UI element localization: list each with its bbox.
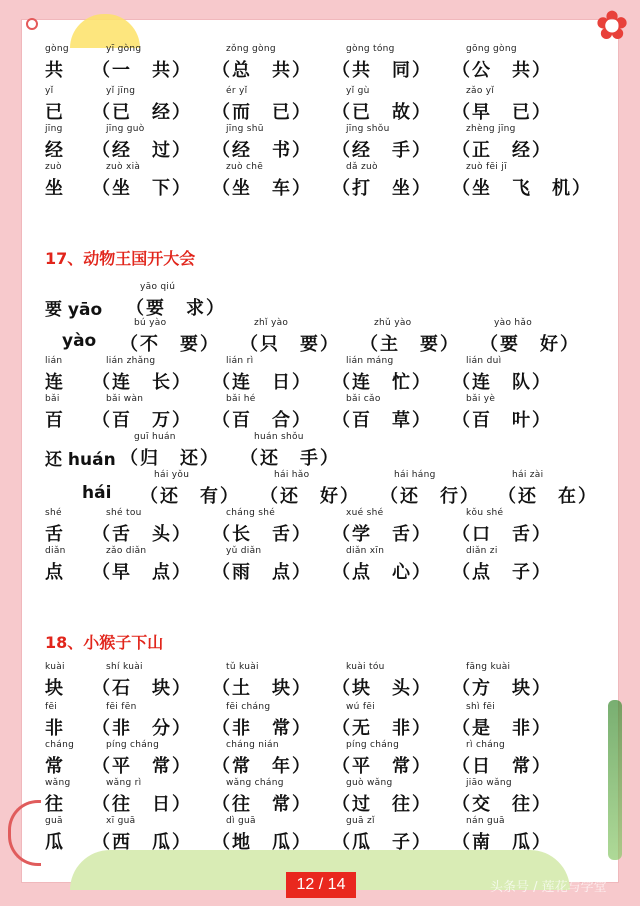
pinyin-text: yāo qiú xyxy=(140,282,176,292)
hanzi-text: （百 合） xyxy=(212,410,312,431)
pinyin-text: zhǔ yào xyxy=(374,318,412,328)
hanzi-text: （过 往） xyxy=(332,794,432,815)
hanzi-text: （往 日） xyxy=(92,794,192,815)
hanzi-text: 点 xyxy=(45,562,65,583)
hanzi-text: （平 常） xyxy=(92,756,192,777)
hanzi-text: （正 经） xyxy=(452,140,552,161)
hanzi-text: （往 常） xyxy=(212,794,312,815)
pinyin-text: zǎo diǎn xyxy=(106,546,147,556)
hanzi-text: 坐 xyxy=(45,178,65,199)
vocab-row-lian xyxy=(40,356,630,396)
hanzi-text: 舌 xyxy=(45,524,65,545)
vocab-row-gua xyxy=(40,816,630,856)
pinyin-text: dǎ zuò xyxy=(346,162,378,172)
hanzi-text: （百 叶） xyxy=(452,410,552,431)
pinyin-text: píng cháng xyxy=(106,740,160,750)
hanzi-text: （还 在） xyxy=(498,486,598,507)
hanzi-text: （非 分） xyxy=(92,718,192,739)
hanzi-text: （归 还） xyxy=(120,448,220,469)
vocab-row-zuo xyxy=(40,162,630,202)
pinyin-text: bǎi hé xyxy=(226,394,256,404)
pinyin-text: bǎi xyxy=(45,394,60,404)
pinyin-text: rì cháng xyxy=(466,740,506,750)
pinyin-text: zuò fēi jī xyxy=(466,162,507,172)
pinyin-text: cháng xyxy=(45,740,75,750)
hanzi-text: （非 常） xyxy=(212,718,312,739)
hanzi-text: （已 故） xyxy=(332,102,432,123)
vocab-row-yao_yao xyxy=(40,318,630,358)
hanzi-text: （常 年） xyxy=(212,756,312,777)
pinyin-text: yǐ jīng xyxy=(106,86,136,96)
vocab-row-gong xyxy=(40,44,630,84)
pinyin-text: píng cháng xyxy=(346,740,400,750)
pinyin-text: ér yǐ xyxy=(226,86,248,96)
pinyin-text: lián zhǎng xyxy=(106,356,156,366)
pinyin-text: jīng shǒu xyxy=(346,124,390,134)
hanzi-text: （舌 头） xyxy=(92,524,192,545)
hanzi-text: （坐 车） xyxy=(212,178,312,199)
pinyin-text: wǎng xyxy=(45,778,71,788)
hanzi-text: （要 求） xyxy=(126,298,226,319)
hanzi-text: （还 好） xyxy=(260,486,360,507)
hanzi-text: （公 共） xyxy=(452,60,552,81)
pinyin-text: dì guā xyxy=(226,816,256,826)
pinyin-text: xī guā xyxy=(106,816,136,826)
section-title-17: 17、动物王国开大会 xyxy=(45,249,196,268)
hanzi-text: 连 xyxy=(45,372,65,393)
hanzi-text: 瓜 xyxy=(45,832,65,853)
hanzi-text: （地 瓜） xyxy=(212,832,312,853)
pinyin-text: kuài xyxy=(45,662,65,672)
pinyin-text: yī gòng xyxy=(106,44,142,54)
hanzi-text: hái xyxy=(82,483,112,503)
hanzi-text: （学 舌） xyxy=(332,524,432,545)
hanzi-text: （经 过） xyxy=(92,140,192,161)
hanzi-text: （口 舌） xyxy=(452,524,552,545)
hanzi-text: 往 xyxy=(45,794,65,815)
hanzi-text: （不 要） xyxy=(120,334,220,355)
pinyin-text: fēi xyxy=(45,702,58,712)
pinyin-text: guī huán xyxy=(134,432,176,442)
pinyin-text: zuò xyxy=(45,162,62,172)
hanzi-text: （长 舌） xyxy=(212,524,312,545)
pinyin-text: jiāo wǎng xyxy=(466,778,512,788)
pinyin-text: bǎi yè xyxy=(466,394,496,404)
pinyin-text: bǎi wàn xyxy=(106,394,144,404)
pinyin-text: kuài tóu xyxy=(346,662,385,672)
pinyin-text: wú fēi xyxy=(346,702,375,712)
pinyin-text: diǎn xīn xyxy=(346,546,385,556)
vocab-row-chang xyxy=(40,740,630,780)
hanzi-text: （无 非） xyxy=(332,718,432,739)
pinyin-text: hái yǒu xyxy=(154,470,190,480)
pinyin-text: shé tou xyxy=(106,508,142,518)
hanzi-text: （经 书） xyxy=(212,140,312,161)
pinyin-text: wǎng rì xyxy=(106,778,142,788)
pinyin-text: zuò chē xyxy=(226,162,264,172)
pinyin-text: fēi cháng xyxy=(226,702,271,712)
hanzi-text: （坐 飞 机） xyxy=(452,178,592,199)
hanzi-text: 百 xyxy=(45,410,65,431)
vocab-row-bai xyxy=(40,394,630,434)
hanzi-text: （连 忙） xyxy=(332,372,432,393)
hanzi-text: （早 已） xyxy=(452,102,552,123)
pinyin-text: fēi fēn xyxy=(106,702,137,712)
hanzi-text: （百 万） xyxy=(92,410,192,431)
hanzi-text: （总 共） xyxy=(212,60,312,81)
pinyin-text: shí kuài xyxy=(106,662,143,672)
hanzi-text: （早 点） xyxy=(92,562,192,583)
pinyin-text: kǒu shé xyxy=(466,508,504,518)
pinyin-text: yào hǎo xyxy=(494,318,533,328)
pinyin-text: lián duì xyxy=(466,356,502,366)
pinyin-text: gòng xyxy=(45,44,69,54)
pinyin-text: huán shǒu xyxy=(254,432,304,442)
hanzi-text: 要 yāo xyxy=(45,300,103,320)
hanzi-text: （西 瓜） xyxy=(92,832,192,853)
pinyin-text: bú yào xyxy=(134,318,167,328)
hanzi-text: 还 huán xyxy=(45,450,116,470)
hanzi-text: 非 xyxy=(45,718,65,739)
pinyin-text: tǔ kuài xyxy=(226,662,259,672)
pinyin-text: shé xyxy=(45,508,62,518)
vocab-row-fei xyxy=(40,702,630,742)
pinyin-text: bǎi cǎo xyxy=(346,394,381,404)
hanzi-text: （而 已） xyxy=(212,102,312,123)
pinyin-text: wǎng cháng xyxy=(226,778,284,788)
flower-icon: ✿ xyxy=(595,3,629,49)
hanzi-text: （块 头） xyxy=(332,678,432,699)
hanzi-text: （日 常） xyxy=(452,756,552,777)
hanzi-text: （连 队） xyxy=(452,372,552,393)
page-indicator[interactable]: 12 / 14 xyxy=(286,872,356,898)
pinyin-text: jīng shū xyxy=(226,124,264,134)
hanzi-text: （南 瓜） xyxy=(452,832,552,853)
pinyin-text: hái zài xyxy=(512,470,544,480)
pinyin-text: yǐ gù xyxy=(346,86,370,96)
hanzi-text: （是 非） xyxy=(452,718,552,739)
hanzi-text: yào xyxy=(62,331,97,351)
pinyin-text: xué shé xyxy=(346,508,384,518)
vocab-row-hai xyxy=(40,470,630,510)
pinyin-text: diǎn xyxy=(45,546,66,556)
hanzi-text: 共 xyxy=(45,60,65,81)
hanzi-text: （百 草） xyxy=(332,410,432,431)
pinyin-text: nán guā xyxy=(466,816,505,826)
pinyin-text: hái háng xyxy=(394,470,436,480)
pinyin-text: guā xyxy=(45,816,63,826)
pinyin-text: lián máng xyxy=(346,356,394,366)
hanzi-text: （方 块） xyxy=(452,678,552,699)
hanzi-text: （只 要） xyxy=(240,334,340,355)
pinyin-text: diǎn zi xyxy=(466,546,498,556)
vocab-row-she xyxy=(40,508,630,548)
pinyin-text: hái hǎo xyxy=(274,470,310,480)
hanzi-text: （石 块） xyxy=(92,678,192,699)
section-title-18: 18、小猴子下山 xyxy=(45,633,164,652)
pinyin-text: jīng xyxy=(45,124,63,134)
vocab-row-yi xyxy=(40,86,630,126)
hanzi-text: （坐 下） xyxy=(92,178,192,199)
vocab-row-dian xyxy=(40,546,630,586)
hanzi-text: （经 手） xyxy=(332,140,432,161)
hanzi-text: 块 xyxy=(45,678,65,699)
hanzi-text: （连 日） xyxy=(212,372,312,393)
pinyin-text: yǐ xyxy=(45,86,54,96)
pinyin-text: lián xyxy=(45,356,63,366)
hanzi-text: （还 行） xyxy=(380,486,480,507)
hanzi-text: （主 要） xyxy=(360,334,460,355)
pinyin-text: zuò xià xyxy=(106,162,141,172)
hanzi-text: （点 子） xyxy=(452,562,552,583)
hanzi-text: （连 长） xyxy=(92,372,192,393)
pinyin-text: shì fēi xyxy=(466,702,496,712)
pinyin-text: zǎo yǐ xyxy=(466,86,495,96)
pinyin-text: zhǐ yào xyxy=(254,318,289,328)
hanzi-text: （点 心） xyxy=(332,562,432,583)
pinyin-text: cháng shé xyxy=(226,508,276,518)
hanzi-text: （要 好） xyxy=(480,334,580,355)
pinyin-text: fāng kuài xyxy=(466,662,511,672)
hanzi-text: 常 xyxy=(45,756,65,777)
pinyin-text: jīng guò xyxy=(106,124,145,134)
pinyin-text: gōng gòng xyxy=(466,44,517,54)
watermark-text: 头条号 / 莲花与学堂 xyxy=(490,880,607,895)
hanzi-text: （已 经） xyxy=(92,102,192,123)
pinyin-text: guā zǐ xyxy=(346,816,375,826)
hanzi-text: 已 xyxy=(45,102,65,123)
hanzi-text: （一 共） xyxy=(92,60,192,81)
hanzi-text: （平 常） xyxy=(332,756,432,777)
hanzi-text: （打 坐） xyxy=(332,178,432,199)
pinyin-text: yǔ diǎn xyxy=(226,546,262,556)
hanzi-text: （还 手） xyxy=(240,448,340,469)
vocab-row-wang xyxy=(40,778,630,818)
hanzi-text: （共 同） xyxy=(332,60,432,81)
pinyin-text: guò wǎng xyxy=(346,778,393,788)
hanzi-text: （瓜 子） xyxy=(332,832,432,853)
hanzi-text: （土 块） xyxy=(212,678,312,699)
hanzi-text: （雨 点） xyxy=(212,562,312,583)
pinyin-text: lián rì xyxy=(226,356,254,366)
vocab-row-huan xyxy=(40,432,630,472)
vocab-row-jing xyxy=(40,124,630,164)
vocab-row-yao_yuo xyxy=(40,282,630,322)
pinyin-text: cháng nián xyxy=(226,740,279,750)
hanzi-text: （交 往） xyxy=(452,794,552,815)
pinyin-text: gòng tóng xyxy=(346,44,395,54)
hanzi-text: （还 有） xyxy=(140,486,240,507)
vocab-row-kuai xyxy=(40,662,630,702)
pinyin-text: zhèng jīng xyxy=(466,124,516,134)
hanzi-text: 经 xyxy=(45,140,65,161)
pinyin-text: zǒng gòng xyxy=(226,44,276,54)
